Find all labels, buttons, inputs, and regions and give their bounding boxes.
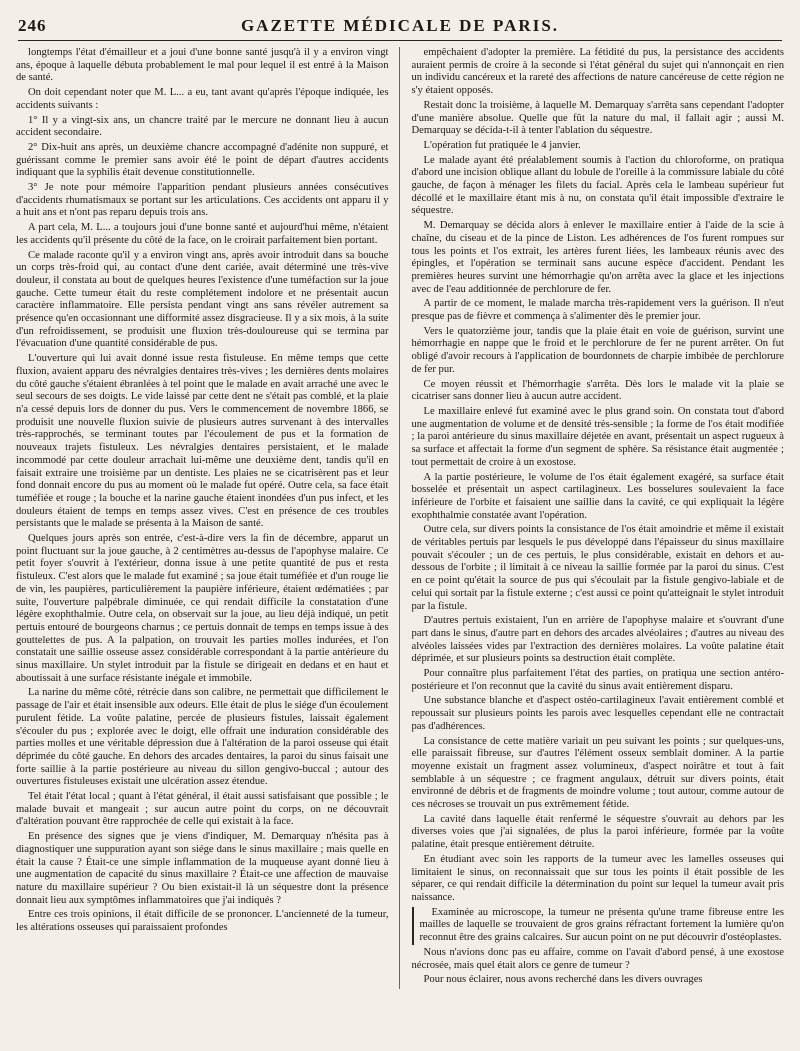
paragraph: La narine du même côté, rétrécie dans son calibre, ne permettait que difficilement le passage de l'air et était insensible aux odeurs. Elle était de plus le siége d'un écoulement purulent fétide. La voûte palatine, percée de plusieurs fistules, laissait également s'écouler du pus ; explorée avec le doigt, elle offrait une induration considérable des parties molles et une véritable dépression due à l'altération de la paroi osseuse qui était déprimée du côté gauche. En dehors des arcades dentaires, la paroi du sinus faisait une forte saillie à la partie postérieure au niveau du sillon gengivo-buccal ; autour des ouvertures fistuleuses existait une ulcération assez étendue. [16, 687, 389, 788]
paragraph: Entre ces trois opinions, il était difficile de se prononcer. L'ancienneté de la tumeur, les altérations osseuses qui paraissaient profondes [16, 909, 389, 934]
paragraph: M. Demarquay se décida alors à enlever le maxillaire entier à l'aide de la scie à chaîne, du ciseau et de la pince de Liston. Les adhérences de l'os furent rompues sur tous les points et l'os extrait, les artères furent liées, les lambeaux réunis avec des épingles, et l'opération se terminait sans aucune espèce d'accident. Pendant les premières heures survint une hémorrhagie qu'on arrêta avec la glace et les injections avec de l'eau additionnée de perchlorure de fer. [411, 220, 784, 295]
paragraph: Quelques jours après son entrée, c'est-à-dire vers la fin de décembre, apparut un point fluctuant sur la joue gauche, à 2 centimètres au-dessus de l'apophyse malaire. Ce petit foyer s'ouvrit à l'extérieur, donna issue à une petite quantité de pus et resta fistuleux. C'est alors que le malade fut examiné ; sa joue était tuméfiée et d'un rouge lie de vin, les paupières, particulièrement la paupière inférieure, étaient œdématiées ; par suite, l'ouverture palpébrale diminuée, ce qui rendait difficile la constatation d'une légère exophthalmie. Outre cela, on observait sur la joue, au lieu déjà indiqué, un petit pertuis entouré de bourgeons charnus ; ce pertuis donnait de temps en temps issue à des gouttelettes de pus. A la palpation, on trouvait les parties molles indurées, et l'on constatait une saillie osseuse assez considérable correspondant à la partie antérieure du sinus maxillaire. Un stylet introduit par la fistule se dirigeait en dedans et en haut et aboutissait à une surface résistante inégale et immobile. [16, 533, 389, 684]
paragraph: 2° Dix-huit ans après, un deuxième chancre accompagné d'adénite non suppuré, et guérissant comme le premier sans avoir été le point de départ d'autres accidents indiquant que la syphilis était devenue constitutionnelle. [16, 141, 389, 179]
paragraph: longtemps l'état d'émailleur et a joui d'une bonne santé jusqu'à il y a environ vingt ans, époque à laquelle débuta probablement le mal pour lequel il est entré à la Maison de santé. [16, 47, 389, 84]
paragraph: L'ouverture qui lui avait donné issue resta fistuleuse. En même temps que cette fluxion, avaient apparu des névralgies dentaires très-vives ; les dernières dents molaires du côté gauche s'étaient ébranlées à tel point que le malade en avait arraché une avec le seul secours de ses doigts. Le vide laissé par cette dent ne s'était pas comblé, et la plaie n'a cessé depuis lors de donner du pus. Vers le commencement de novembre 1866, se produisit une nouvelle fluxion suivie de plusieurs autres survenant à des intervalles très-rapprochés, se terminant toutes par l'écoulement de pus et la formation de nouveaux trajets fistuleux. Les névralgies dentaires persistaient, et le malade incommodé par cette douleur arrachait lui-même une deuxième dent, tandis qu'il en faisait extraire une troisième par un dentiste. Les plaies ne se cicatrisèrent pas et leur fond donnait encore du pus au moment où le malade fut opéré. Outre cela, sa face était tuméfiée et rouge ; la bouche et la narine gauche étaient inondées d'un pus infect, et les douleurs étaient de temps en temps assez vives. C'est en présence de ces troubles persistants que le malade se présenta à la Maison de santé. [16, 353, 389, 530]
paragraph: L'opération fut pratiquée le 4 janvier. [423, 139, 581, 151]
paragraph: A part cela, M. L... a toujours joui d'une bonne santé et aujourd'hui même, n'étaient les accidents qu'il présente du côté de la face, on le croirait parfaitement bien portant. [16, 222, 389, 246]
paragraph: La consistance de cette matière variait un peu suivant les points ; sur quelques-uns, elle paraissait fibreuse, sur d'autres l'élément osseux semblait dominer. A la partie moyenne existait un fragment assez volumineux, d'aspect noirâtre et tout à fait semblable à un séquestre ; ce fragment angulaux, détruit sur divers points, était environné de débris et de fragments de moindre volume ; tout autour, comme autour de ces nécroses se trouvait un pus extrêmement fétide. [411, 735, 784, 811]
paragraph: Tel était l'état local ; quant à l'état général, il était aussi satisfaisant que possible ; le malade buvait et mangeait ; sur aucun autre point du corps, on ne découvrait d'altération pouvant être rapprochée de celle qui existait à la face. [16, 791, 389, 828]
journal-title: GAZETTE MÉDICALE DE PARIS. [240, 16, 560, 35]
paragraph: 1° Il y a vingt-six ans, un chancre traité par le mercure ne donnant lieu à aucun accident secondaire. [16, 114, 389, 139]
paragraph: 3° Je note pour mémoire l'apparition pendant plusieurs années consécutives d'accidents rhumatismaux se portant sur les articulations. Ces accidents ont apparu il y a huit ans et n'ont pas reparu depuis trois ans. [16, 182, 389, 219]
left-column [16, 47, 400, 989]
paragraph: Nous n'avions donc pas eu affaire, comme on l'avait d'abord pensé, à une exostose nécrosée, mais quel était alors ce genre de tumeur ? [411, 946, 784, 971]
paragraph: La cavité dans laquelle était renfermé le séquestre s'ouvrait au dehors par les diverses voies que j'ai signalées, de plus la paroi inférieure, formée par la voûte palatine, était presque entièrement détruite. [411, 813, 784, 851]
right-column [412, 47, 785, 989]
text-columns [12, 47, 788, 989]
paragraph: Examinée au microscope, la tumeur ne présenta qu'une trame fibreuse entre les mailles de laquelle se trouvaient de gros grains réfractant fortement la lumière qu'on reconnut être des grains calcaires. Sur aucun point on ne put découvrir d'ostéoplastes. [412, 907, 785, 945]
paragraph: En présence des signes que je viens d'indiquer, M. Demarquay n'hésita pas à diagnostiquer une suppuration ayant son siége dans le sinus maxillaire ; mais quelle en était la cause ? Était-ce une simple inflammation de la muqueuse ayant donné lieu à une augmentation de capacité du sinus maxillaire ? Était-ce une affection de mauvaise nature du maxillaire supérieur ? Ou bien existait-il là un séquestre dont la présence donnait lieu aux symptômes inflammatoires que j'ai indiqués ? [16, 831, 389, 906]
paragraph: Outre cela, sur divers points la consistance de l'os était amoindrie et même il existait de véritables pertuis par lesquels le pus développé dans l'épaisseur du sinus maxillaire pouvait s'écouler ; un de ces pertuis, le plus considérable, existait en dehors et au-dessous de l'orbite ; il limitait à ce niveau la saillie formée par la paroi du sinus. C'est en ce point qu'était la source de pus qui s'écoulait par la fistule gengivo-labiale et de celui qui sortait par la fistule externe ; c'est aussi ce point qu'atteignait le stylet introduit par la fistule. [411, 524, 784, 612]
paragraph: Pour nous éclairer, nous avons recherché dans les divers ouvrages [423, 974, 703, 986]
paragraph: Le malade ayant été préalablement soumis à l'action du chloroforme, on pratiqua d'abord une incision oblique allant du lobule de l'oreille à la commissure labiale du côté gauche, de façon à ménager les filets du facial. Après cela le lambeau supérieur fut décollé et le maxillaire étant mis à nu, on constata qu'il était impossible d'extraire le séquestre. [411, 154, 784, 217]
paragraph: A la partie postérieure, le volume de l'os était également exagéré, sa surface était bosselée et présentait un aspect cartilagineux. Les bosselures soulevaient la face inférieure de l'orbite et faisaient une saillie dans la cavité, ce qui expliquait la légère exophthalmie constatée avant l'opération. [411, 471, 784, 521]
paragraph: Vers le quatorzième jour, tandis que la plaie était en voie de guérison, survint une hémorrhagie en nappe que le froid et le perchlorure de fer ne purent arrêter. On fut obligé d'avoir recours à l'application de bourdonnets de charpie imbibée de perchlorure de fer pur. [411, 325, 784, 375]
paragraph: A partir de ce moment, le malade marcha très-rapidement vers la guérison. Il n'eut presque pas de fièvre et commença à s'alimenter dès le premier jour. [411, 298, 784, 323]
paragraph: Ce malade raconte qu'il y a environ vingt ans, après avoir introduit dans sa bouche un corps très-froid qui, au contact d'une dent cariée, avait déterminé une très-vive douleur, il constata au bout de quelques heures l'existence d'une tuméfaction sur la joue gauche. Cette tumeur était du reste complétement indolore et ne présentait aucun caractère inflammatoire. Elle persista pendant vingt ans sans révéler autrement sa présence qu'en occasionnant une difformité assez disgracieuse. Il y a six mois, à la suite d'un refroidissement, se produisit une fluxion très-douloureuse qui se termina par l'évacuation d'une quantité considérable de pus. [16, 249, 389, 350]
paragraph: D'autres pertuis existaient, l'un en arrière de l'apophyse malaire et s'ouvrant d'une part dans le sinus, d'autre part en dehors des arcades alvéolaires ; d'autres au niveau des alvéoles laissées vides par l'extraction des dernières molaires. La voûte palatine était déprimée, et sur plusieurs points sa destruction était complète. [411, 615, 784, 665]
paragraph: En étudiant avec soin les rapports de la tumeur avec les lamelles osseuses qui limitaient le sinus, on reconnaissait que sur tous les points il était possible de les séparer, ce qui rendait difficile la détermination du point sur lequel la tumeur avait pris naissance. [411, 853, 784, 903]
paragraph: Restait donc la troisième, à laquelle M. Demarquay s'arrêta sans cependant l'adopter d'une manière absolue. Quelle que fût la nature du mal, il fallait agir ; aussi M. Demarquay se décida-t-il à tenter l'ablation du séquestre. [411, 99, 784, 137]
paragraph: Pour connaître plus parfaitement l'état des parties, on pratiqua une section antéro-postérieure et l'on reconnut que la cavité du sinus avait entièrement disparu. [411, 668, 784, 692]
paragraph: On doit cependant noter que M. L... a eu, tant avant qu'après l'époque indiquée, les accidents suivants : [16, 87, 389, 111]
paragraph: Le maxillaire enlevé fut examiné avec le plus grand soin. On constata tout d'abord une augmentation de volume et de densité très-sensible ; la forme de l'os était modifiée ; la paroi antérieure du sinus maxillaire déjetée en avant, présentait un aspect rugueux à sa surface et affectait la forme d'un segment de sphère. Sa résistance était augmentée ; tout permettait de croire à un exostose. [411, 405, 784, 468]
paragraph: empêchaient d'adopter la première. La fétidité du pus, la persistance des accidents auraient permis de croire à la seconde si l'état général du sujet qui n'annonçait en rien un individu cancéreux et la rareté des affections de nature cancéreuse de cette région ne s'y étaient opposés. [411, 47, 784, 97]
paragraph: Une substance blanche et d'aspect ostéo-cartilagineux l'avait entièrement comblé et repoussait sur plusieurs points les parois avec lesquelles cependant elle ne contractait pas d'adhérences. [411, 695, 784, 732]
page-number: 246 [18, 16, 47, 35]
page-header [18, 14, 782, 41]
paragraph: Ce moyen réussit et l'hémorrhagie s'arrêta. Dès lors le malade vit la plaie se cicatriser sans donner lieu à aucun autre accident. [411, 378, 784, 403]
